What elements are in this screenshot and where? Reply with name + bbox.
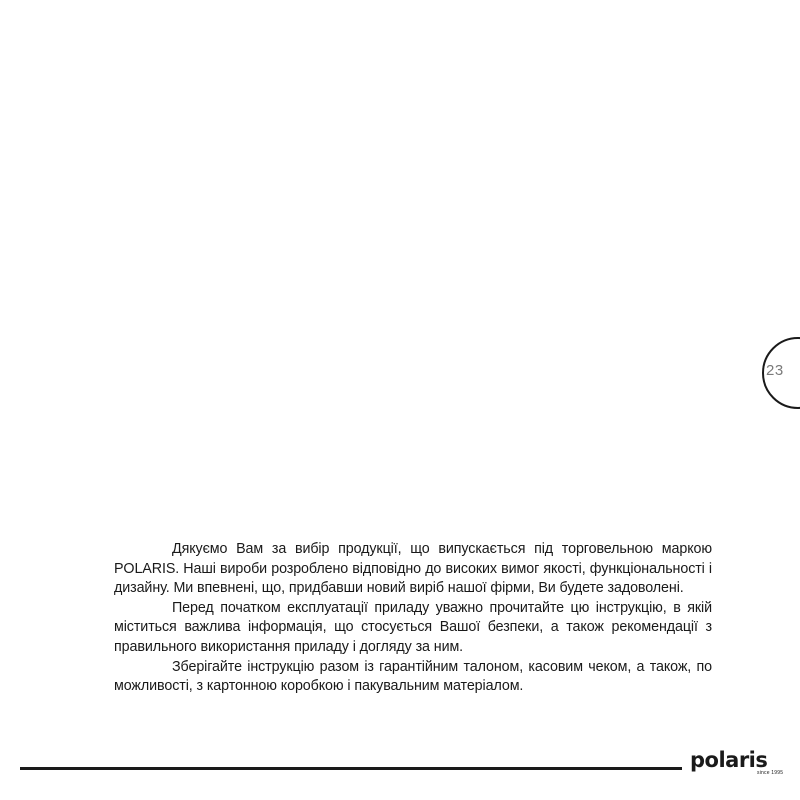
brand-logo: polaris <box>690 748 768 772</box>
footer-divider <box>20 767 682 770</box>
intro-text <box>114 540 712 697</box>
intro-paragraph-read-instructions: Перед початком експлуатації приладу уважно прочитайте цю інструкцію, в якій міститься важлива інформація, що стосується Вашої безпеки, а також рекомендації з правильного використання приладу і догляду за ним. <box>114 599 712 655</box>
brand-tagline: since 1995 <box>757 770 784 776</box>
intro-paragraph-keep-instructions: Зберігайте інструкцію разом із гарантійним талоном, касовим чеком, а також, по можливості, з картонною коробкою і пакувальним матеріалом. <box>114 658 712 695</box>
page-number: 23 <box>766 362 784 379</box>
intro-paragraph-thanks: Дякуємо Вам за вибір продукції, що випускається під торговельною маркою POLARIS. Наші вироби розроблено відповідно до високих вимог якості, функціональності і дизайну. Ми впевнені, що, придбавши новий виріб нашої фірми, Ви будете задоволені. <box>114 541 712 597</box>
